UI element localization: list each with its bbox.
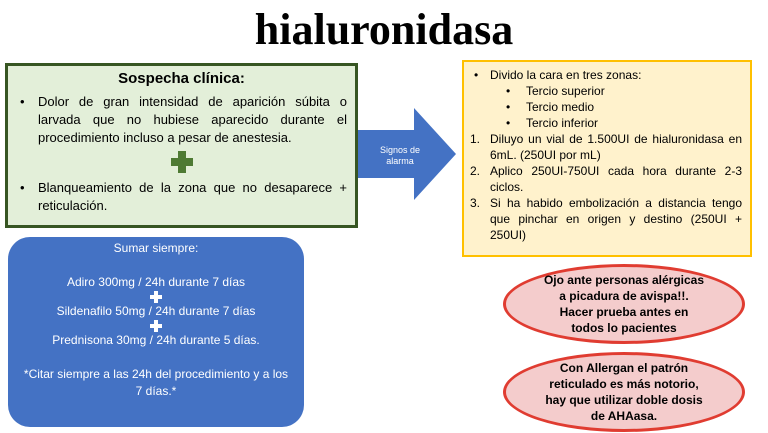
page-title: hialuronidasa (254, 5, 514, 54)
zona-item: • Tercio inferior (470, 115, 742, 131)
step-number: 1. (470, 132, 481, 146)
procedimiento-box (462, 60, 752, 257)
medication-sildenafilo: Sildenafilo 50mg / 24h durante 7 días (56, 304, 256, 318)
medication-adiro: Adiro 300mg / 24h durante 7 días (66, 275, 246, 289)
step-text: Aplico 250UI-750UI cada hora durante 2-3 ciclos. (490, 164, 742, 194)
arrow-label: Signos de alarma (379, 145, 421, 166)
step-text: Diluyo un vial de 1.500UI de hialuronidasa en 6mL. (250UI por mL) (490, 132, 742, 162)
zonas-intro: • Divido la cara en tres zonas: (470, 67, 742, 83)
warning-allergan-text: Con Allergan el patrón reticulado es más notorio, hay que utilizar doble dosis de AHAasa. (545, 361, 703, 423)
sospecha-bullet-dolor: • Dolor de gran intensidad de aparición súbita o larvada que no hubiese aparecido durante el procedimiento incluso a pesar de anestesia. (16, 93, 347, 147)
zona-item: • Tercio medio (470, 99, 742, 115)
zona-item: • Tercio superior (470, 83, 742, 99)
warning-allergan-ellipse (503, 352, 745, 432)
step-number: 3. (470, 196, 481, 210)
plus-icon (150, 320, 162, 332)
sumar-siempre-box (8, 237, 304, 427)
citation-note: *Citar siempre a las 24h del procedimiento y a los 7 días.* (23, 367, 289, 398)
step-item (470, 163, 742, 195)
plus-icon (171, 151, 193, 173)
plus-icon (150, 291, 162, 303)
step-text: Si ha habido embolización a distancia tengo que pinchar en origen y destino (250UI + 250UI) (490, 196, 742, 242)
step-item (470, 131, 742, 163)
warning-allergy-ellipse (503, 264, 745, 344)
warning-allergy-text: Ojo ante personas alérgicas a picadura de avispa!!. Hacer prueba antes en todos lo pacientes (543, 273, 705, 335)
medication-prednisona: Prednisona 30mg / 24h durante 5 días. (52, 333, 260, 347)
sospecha-clinica-box (5, 63, 358, 228)
step-item (470, 195, 742, 243)
sospecha-heading: Sospecha clínica: (118, 70, 245, 87)
sospecha-bullet-blanqueamiento: • Blanqueamiento de la zona que no desaparece + reticulación. (16, 179, 347, 215)
step-number: 2. (470, 164, 481, 178)
sumar-heading: Sumar siempre: (113, 241, 199, 255)
